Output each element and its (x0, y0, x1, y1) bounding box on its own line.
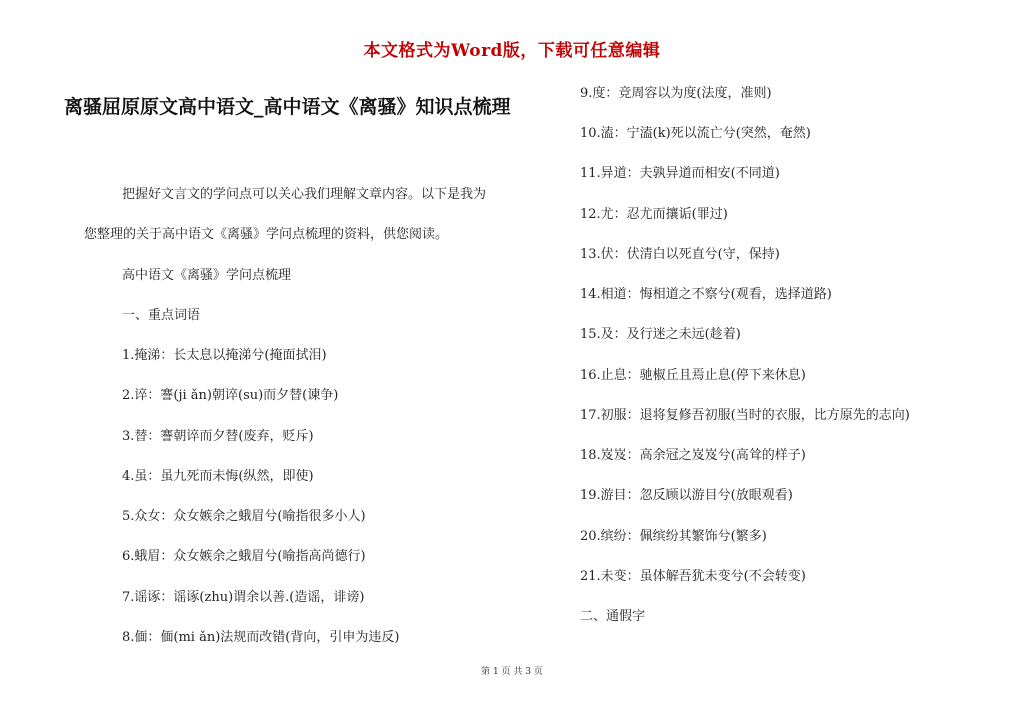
list-item: 8.偭：偭(mi ǎn)法规而改错(背向，引申为违反) (122, 630, 400, 645)
list-item: 12.尤：忍尤而攘诟(罪过) (580, 207, 728, 222)
document-title: 离骚屈原原文高中语文_高中语文《离骚》知识点梳理 (64, 96, 511, 118)
list-item: 7.谣诼：谣诼(zhu)谓余以善.(造谣，诽谤) (122, 590, 365, 605)
list-item: 9.度：竞周容以为度(法度，准则) (580, 86, 772, 101)
list-item: 6.蛾眉：众女嫉余之蛾眉兮(喻指高尚德行) (122, 549, 366, 564)
list-item: 18.岌岌：高余冠之岌岌兮(高耸的样子) (580, 448, 806, 463)
page-number: 第 1 页 共 3 页 (481, 667, 543, 677)
list-item: 20.缤纷：佩缤纷其繁饰兮(繁多) (580, 529, 767, 544)
list-item: 19.游目：忽反顾以游目兮(放眼观看) (580, 488, 793, 503)
watermark-banner: 本文格式为Word版，下载可任意编辑 (363, 41, 661, 61)
heading-key-words: 一、重点词语 (122, 308, 201, 323)
list-item: 21.未变：虽体解吾犹未变兮(不会转变) (580, 569, 806, 584)
intro-line-2: 您整理的关于高中语文《离骚》学问点梳理的资料，供您阅读。 (84, 227, 449, 242)
heading-tongjiazi: 二、通假字 (580, 609, 646, 624)
list-item: 5.众女：众女嫉余之蛾眉兮(喻指很多小人) (122, 509, 366, 524)
section-title: 高中语文《离骚》学问点梳理 (122, 268, 292, 283)
intro-line-1: 把握好文言文的学问点可以关心我们理解文章内容。以下是我为 (122, 187, 487, 202)
list-item: 11.异道：夫孰异道而相安(不同道) (580, 166, 780, 181)
list-item: 15.及：及行迷之未远(趁着) (580, 327, 741, 342)
list-item: 3.替：謇朝谇而夕替(废弃，贬斥) (122, 429, 314, 444)
list-item: 10.溘：宁溘(k)死以流亡兮(突然，奄然) (580, 126, 811, 141)
list-item: 1.掩涕：长太息以掩涕兮(掩面拭泪) (122, 348, 327, 363)
list-item: 17.初服：退将复修吾初服(当时的衣服，比方原先的志向) (580, 408, 910, 423)
list-item: 2.谇：謇(ji ǎn)朝谇(su)而夕替(谏争) (122, 388, 339, 403)
list-item: 14.相道：悔相道之不察兮(观看，选择道路) (580, 287, 832, 302)
list-item: 4.虽：虽九死而未悔(纵然，即使) (122, 469, 314, 484)
list-item: 13.伏：伏清白以死直兮(守，保持) (580, 247, 780, 262)
list-item: 16.止息：驰椒丘且焉止息(停下来休息) (580, 368, 806, 383)
